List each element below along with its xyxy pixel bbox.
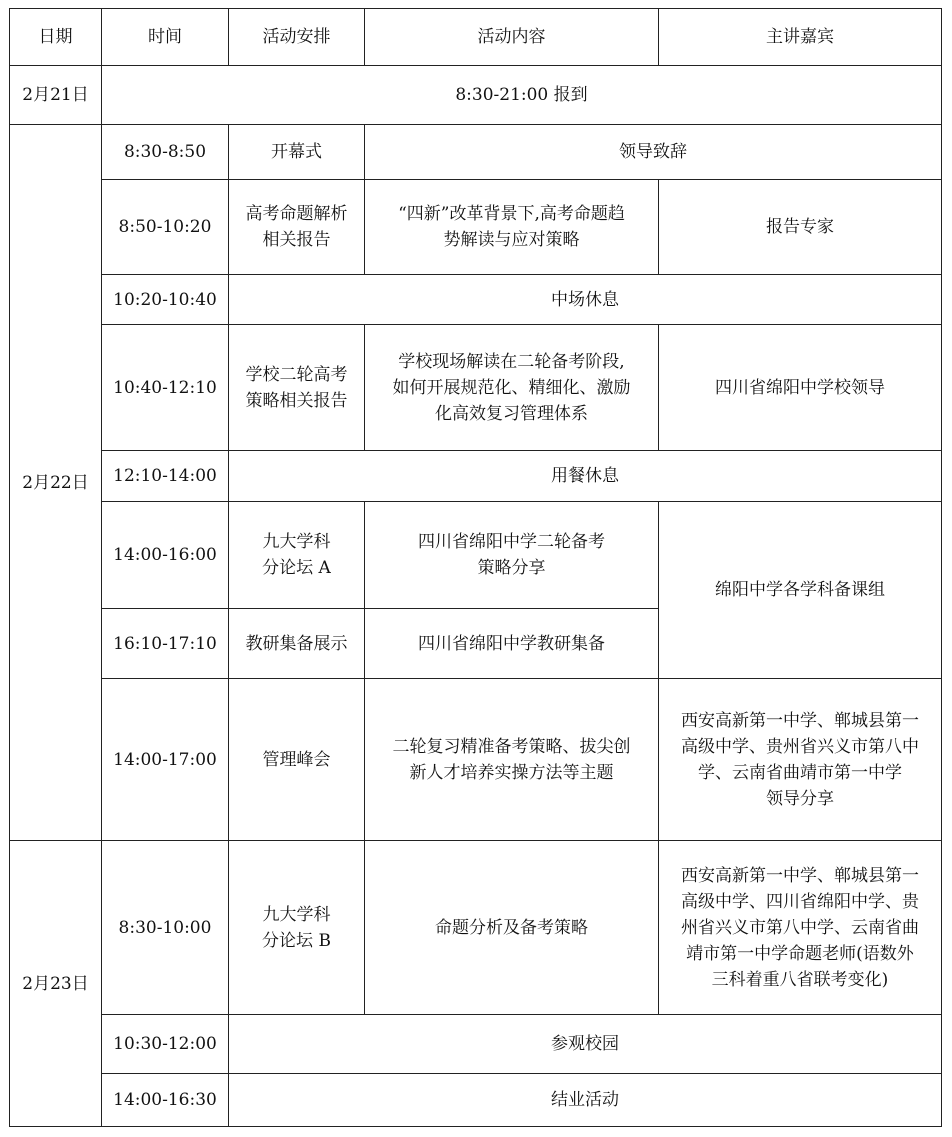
content-cell: 二轮复习精准备考策略、拔尖创 新人才培养实操方法等主题 — [365, 679, 659, 841]
table-row — [10, 502, 942, 609]
content-cell: 命题分析及备考策略 — [365, 841, 659, 1015]
table-row — [10, 180, 942, 275]
arrangement-cell: 九大学科 分论坛 B — [229, 841, 365, 1015]
speaker-cell: 西安高新第一中学、郸城县第一 高级中学、贵州省兴义市第八中 学、云南省曲靖市第一中学 领导分享 — [659, 679, 942, 841]
table-row — [10, 679, 942, 841]
time-cell: 10:40-12:10 — [102, 325, 229, 451]
header-time: 时间 — [102, 9, 229, 66]
day1-date: 2月21日 — [10, 66, 102, 125]
header-arrangement: 活动安排 — [229, 9, 365, 66]
table-row — [10, 841, 942, 1015]
content-cell: 四川省绵阳中学二轮备考 策略分享 — [365, 502, 659, 609]
content-cell: “四新”改革背景下,高考命题趋 势解读与应对策略 — [365, 180, 659, 275]
time-cell: 14:00-16:30 — [102, 1074, 229, 1127]
speaker-cell: 报告专家 — [659, 180, 942, 275]
content-cell: 用餐休息 — [229, 451, 942, 502]
table-row — [10, 1074, 942, 1127]
arrangement-cell: 管理峰会 — [229, 679, 365, 841]
header-row — [10, 9, 942, 66]
arrangement-cell: 学校二轮高考 策略相关报告 — [229, 325, 365, 451]
arrangement-cell: 教研集备展示 — [229, 609, 365, 679]
time-cell: 10:30-12:00 — [102, 1015, 229, 1074]
time-cell: 8:50-10:20 — [102, 180, 229, 275]
content-cell: 学校现场解读在二轮备考阶段, 如何开展规范化、精细化、激励 化高效复习管理体系 — [365, 325, 659, 451]
content-cell: 结业活动 — [229, 1074, 942, 1127]
speaker-cell: 西安高新第一中学、郸城县第一 高级中学、四川省绵阳中学、贵 州省兴义市第八中学、云南省曲 靖市第一中学命题老师(语数外 三科着重八省联考变化) — [659, 841, 942, 1015]
table-row — [10, 1015, 942, 1074]
time-cell: 14:00-17:00 — [102, 679, 229, 841]
header-content: 活动内容 — [365, 9, 659, 66]
content-cell: 领导致辞 — [365, 125, 942, 180]
content-cell: 参观校园 — [229, 1015, 942, 1074]
speaker-cell: 四川省绵阳中学校领导 — [659, 325, 942, 451]
table-row — [10, 275, 942, 325]
table-row — [10, 66, 942, 125]
table-row — [10, 325, 942, 451]
content-cell: 四川省绵阳中学教研集备 — [365, 609, 659, 679]
arrangement-cell: 高考命题解析 相关报告 — [229, 180, 365, 275]
header-date: 日期 — [10, 9, 102, 66]
arrangement-cell: 九大学科 分论坛 A — [229, 502, 365, 609]
content-cell: 中场休息 — [229, 275, 942, 325]
day3-date: 2月23日 — [10, 841, 102, 1127]
time-cell: 8:30-10:00 — [102, 841, 229, 1015]
header-speaker: 主讲嘉宾 — [659, 9, 942, 66]
day2-date: 2月22日 — [10, 125, 102, 841]
time-cell: 10:20-10:40 — [102, 275, 229, 325]
time-cell: 8:30-8:50 — [102, 125, 229, 180]
table-row — [10, 125, 942, 180]
schedule-table — [9, 8, 942, 1127]
time-cell: 12:10-14:00 — [102, 451, 229, 502]
time-cell: 16:10-17:10 — [102, 609, 229, 679]
speaker-cell: 绵阳中学各学科备课组 — [659, 502, 942, 679]
registration-cell: 8:30-21:00 报到 — [102, 66, 942, 125]
arrangement-cell: 开幕式 — [229, 125, 365, 180]
time-cell: 14:00-16:00 — [102, 502, 229, 609]
schedule-container — [9, 8, 942, 1127]
table-row — [10, 451, 942, 502]
